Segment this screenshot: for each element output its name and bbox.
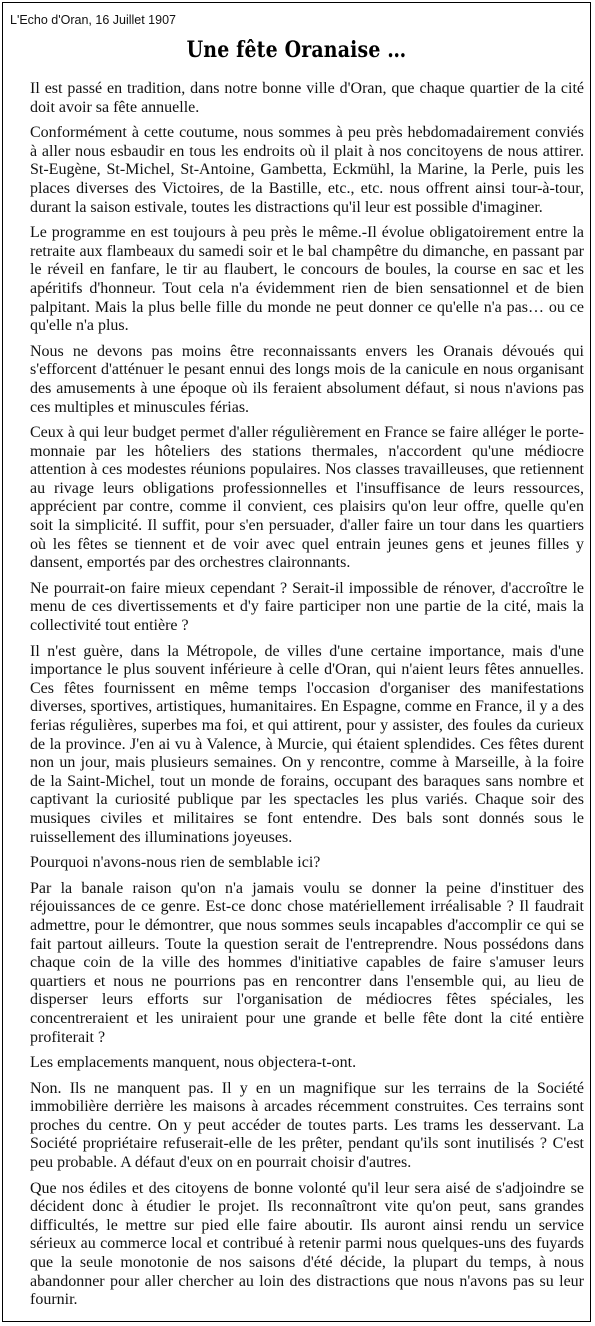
article-title: Une fête Oranaise … (186, 37, 407, 63)
paragraph: Les emplacements manquent, nous objectera-t-ont. (30, 1054, 357, 1072)
paragraph: Ceux à qui leur budget permet d'aller régulièrement en France se faire alléger le porte-monnaie par les hôteliers des stations thermales, n'accordent qu'une médiocre attention à ces modestes réunions populaires. Nos classes travailleuses, que retiennent au rivage leurs obligations professionnelles et l'insuffisance de leurs ressources, apprécient par contre, comme il convient, ces plaisirs qu'on leur offre, quelle qu'en soit la simplicité. Il suffit, pour s'en persuader, d'aller faire un tour dans les quartiers où les fêtes se tiennent et de voir avec quel entrain jeunes gens et jeunes filles y dansent, emportés par des orchestres claironnants. (30, 424, 584, 572)
paragraph: Pourquoi n'avons-nous rien de semblable ici? (30, 854, 321, 872)
paragraph: Il n'est guère, dans la Métropole, de villes d'une certaine importance, mais d'une importance le plus souvent inférieure à celle d'Oran, qui n'aient leurs fêtes annuelles. Ces fêtes fournissent en même temps l'occasion d'organiser des manifestations diverses, sportives, artistiques, humanitaires. En Espagne, comme en France, il y a des ferias régulières, superbes ma foi, et qui attirent, pour y assister, des foules da curieux de la province. J'en ai vu à Valence, à Murcie, qui étaient splendides. Ces fêtes durent non un jour, mais plusieurs semaines. On y rencontre, comme à Marseille, à la foire de la Saint-Michel, tout un monde de forains, occupant des baraques sans nombre et captivant la curiosité publique par les spectacles les plus variés. Chaque soir des musiques civiles et militaires se font entendre. Des bals sont donnés sous le ruissellement des illuminations joyeuses. (30, 642, 584, 846)
paragraph: Par la banale raison qu'on n'a jamais voulu se donner la peine d'instituer des réjouissances de ce genre. Est-ce donc chose matériellement irréalisable ? Il faudrait admettre, pour le démontrer, que nous sommes seuls incapables d'accomplir ce qui se fait partout ailleurs. Toute la question serait de l'entreprendre. Nous possédons dans chaque coin de la ville des hommes d'initiative capables de faire s'amuser leurs quartiers et nous ne pourrions pas en rencontrer dans l'ensemble qui, au lieu de disperser leurs efforts sur l'organisation de médiocres fêtes spéciales, les concentreraient et les uniraient pour une grande et belle fête dont la cité entière profiterait ? (30, 879, 584, 1046)
paragraph: Non. Ils ne manquent pas. Il y en un magnifique sur les terrains de la Société immobilière derrière les maisons à arcades récemment construites. Ces terrains sont proches du centre. On y peut accéder de toutes parts. Les trams les desservant. La Société propriétaire refuserait-elle de les prêter, pendant qu'ils sont inutilisés ? C'est peu probable. A défaut d'eux on en pourrait choisir d'autres. (30, 1079, 584, 1172)
paragraph: Nous ne devons pas moins être reconnaissants envers les Oranais dévoués qui s'efforcent d'atténuer le pesant ennui des longs mois de la canicule en nous organisant des amusements à une époque où ils feraient absolument défaut, si nous n'avions pas ces multiples et minuscules férias. (30, 342, 584, 416)
paragraph: Le programme en est toujours à peu près le même.-Il évolue obligatoirement entre la retraite aux flambeaux du samedi soir et le bal champêtre du dimanche, en passant par le réveil en fanfare, le tir au flaubert, le concours de boules, la course en sac et les apéritifs d'honneur. Tout cela n'a évidemment rien de bien sensationnel et de bien palpitant. Mais la plus belle fille du monde ne peut donner ce qu'elle n'a pas… ou ce qu'elle n'a plus. (30, 224, 584, 335)
article-body (30, 80, 584, 1317)
paragraph: Que nos édiles et des citoyens de bonne volonté qu'il leur sera aisé de s'adjoindre se décident donc à étudier le projet. Ils reconnaîtront vite qu'on peut, sans grandes difficultés, le mettre sur pied elle faire aboutir. Ils auront ainsi rendu un service sérieux au commerce local et contribué à retenir parmi nous quelques-uns des fuyards que la seule monotonie de nos saisons d'été décide, la plupart du temps, à nous abandonner pour aller chercher au loin des distractions que nous n'avons pas su leur fournir. (30, 1179, 584, 1309)
article-frame (2, 2, 591, 1322)
paragraph: Il est passé en tradition, dans notre bonne ville d'Oran, que chaque quartier de la cité doit avoir sa fête annuelle. (30, 80, 584, 116)
paragraph: Conformément à cette coutume, nous sommes à peu près hebdomadairement conviés à aller nous esbaudir en tous les endroits où il plait à nos concitoyens de nous attirer. St-Eugène, St-Michel, St-Antoine, Gambetta, Eckmühl, la Marine, la Perle, puis les places diverses des Victoires, de la Bastille, etc., etc. nous offrent ainsi tour-à-tour, durant la saison estivale, toutes les distractions qu'il leur est possible d'imaginer. (30, 124, 584, 216)
paragraph: Ne pourrait-on faire mieux cependant ? Serait-il impossible de rénover, d'accroître le menu de ces divertissements et d'y faire participer non une partie de la cité, mais la collectivité tout entière ? (30, 579, 584, 635)
newspaper-source: L'Echo d'Oran, 16 Juillet 1907 (10, 13, 176, 27)
